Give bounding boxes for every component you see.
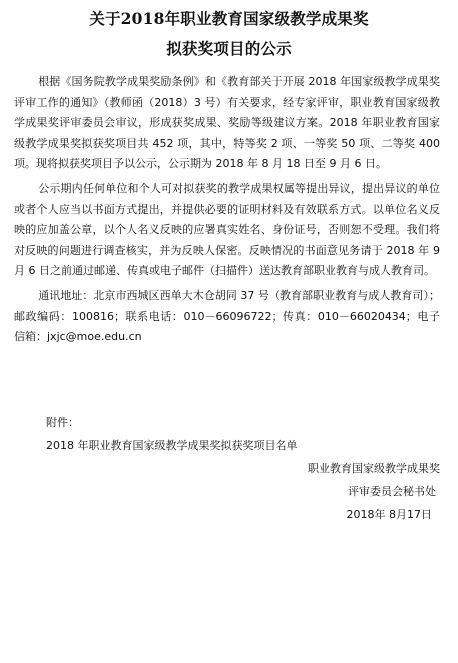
attachment-item: 2018 年职业教育国家级教学成果奖拟获奖项目名单 bbox=[46, 439, 298, 452]
notice-date: 2018年 8月17日 bbox=[346, 508, 432, 521]
signature-organization: 职业教育国家级教学成果奖 bbox=[308, 462, 440, 475]
signature-secretariat: 评审委员会秘书处 bbox=[348, 485, 436, 498]
attachment-heading: 附件： bbox=[46, 416, 79, 429]
paragraph-objection: 公示期内任何单位和个人可对拟获奖的教学成果权属等提出异议，提出异议的单位或者个人应当以书面方式提出，并提供必要的证明材料及有效联系方式。以单位名义反映的应加盖公章，以个人名义反映的应署真实姓名、身份证号，否则恕不受理。我们将对反映的问题进行调查核实，并为反映人保密。反映情况的书面意见务请于 2018 年 9 月 6 日之前通过邮递、传真或电子邮件（扫描件）送达教育部职业教育与成人教育司。 bbox=[14, 181, 440, 278]
paragraph-basis: 根据《国务院教学成果奖励条例》和《教育部关于开展 2018 年国家级教学成果奖评审工作的通知》（教师函（2018）3 号）有关要求，经专家评审，职业教育国家级教学成果奖评审委员会审议，形成获奖成果、奖励等级建议方案。2018 年职业教育国家级教学成果奖拟获奖项目共 452 项，其中，特等奖 2 项、一等奖 50 项、二等奖 400 项。现将拟获奖项目予以公示，公示期为 2018 年 8 月 18 日至 9 月 6 日。 bbox=[14, 75, 440, 171]
notice-title-line1: 关于2018年职业教育国家级教学成果奖 bbox=[89, 9, 369, 28]
notice-title-line2: 拟获奖项目的公示 bbox=[166, 39, 292, 58]
notice-body bbox=[14, 72, 440, 348]
paragraph-contact: 通讯地址：北京市西城区西单大木仓胡同 37 号（教育部职业教育与成人教育司）；邮政编码：100816；联系电话：010－66096722；传真：010－66020434；电子信箱：jxjc@moe.edu.cn bbox=[14, 288, 440, 344]
